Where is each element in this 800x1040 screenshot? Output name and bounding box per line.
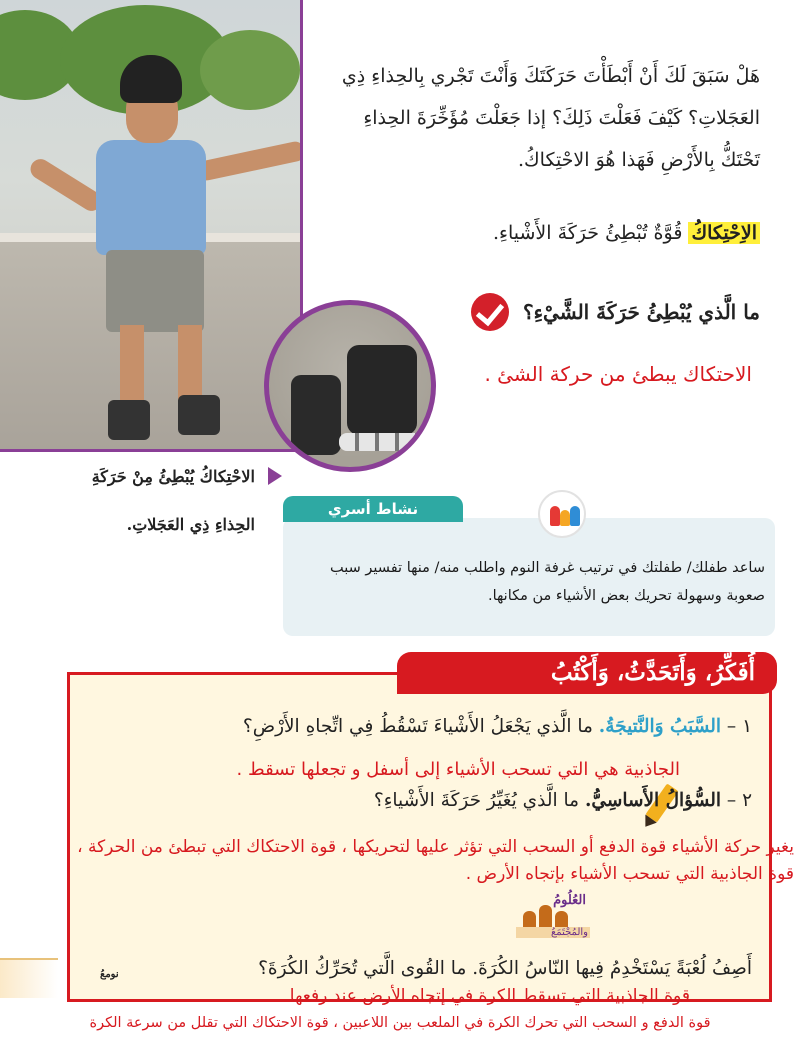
check-question bbox=[471, 293, 760, 331]
definition-text: قُوَّةٌ تُبْطِئُ حَرَكَةَ الأَشْياءِ. bbox=[493, 222, 689, 244]
checkmark-icon bbox=[471, 293, 509, 331]
question-2-answer[interactable]: يغير حركة الأشياء قوة الدفع أو السحب التي تؤثر عليها لتحريكها ، قوة الاحتكاك التي تبطئ من الحركة ، قوة الجاذبية التي تسحب الأشياء بإتجاه الأرض . bbox=[77, 837, 794, 884]
friction-definition bbox=[493, 222, 760, 244]
question-2-text: ما الَّذي يُغَيِّرُ حَرَكَةَ الأَشْياءِ؟ bbox=[373, 790, 585, 811]
question-1-answer[interactable]: الجاذبية هي التي تسحب الأشياء إلى أسفل و تجعلها تسقط . bbox=[236, 759, 680, 780]
science-society-label: العُلُومُ bbox=[553, 893, 586, 908]
question-3: أَصِفُ لُعْبَةً يَسْتَخْدِمُ فِيها النّاسُ الكُرَةَ. ما القُوى الَّتي تُحَرِّكُ الكُرَةَ؟ bbox=[258, 958, 752, 979]
science-society-sublabel: والمُجْتَمَعُ bbox=[516, 927, 590, 938]
check-question-answer[interactable]: الاحتكاك يبطئ من حركة الشئ . bbox=[484, 362, 752, 386]
question-2 bbox=[374, 790, 752, 811]
definition-term: الاِحْتِكاكُ bbox=[688, 222, 760, 244]
question-1 bbox=[243, 716, 752, 737]
question-1-number: ١ – bbox=[726, 716, 752, 737]
family-activity-tab: نشاط أسري bbox=[283, 496, 463, 522]
think-write-title: أُفَكِّرُ، وَأَتَحَدَّثُ، وَأَكْتُبُ bbox=[397, 652, 777, 694]
question-2-label: السُّؤالُ الأَساسِيُّ. bbox=[584, 790, 722, 811]
intro-paragraph: هَلْ سَبَقَ لَكَ أَنْ أَبْطَأْتَ حَرَكَتَكَ وَأَنْتَ تَجْري بِالحِذاءِ ذِي العَجَلاتِ؟ كَيْفَ فَعَلْتَ ذَلِكَ؟ إذا جَعَلْتَ مُؤَخِّرَةَ الحِذاءِ تَحْتَكُّ بِالأَرْضِ فَهَذا هُوَ الاحْتِكاكُ. bbox=[341, 65, 760, 171]
skater-photo bbox=[0, 0, 303, 452]
question-3-answer-1[interactable]: قوة الجاذبية التي تسقط الكرة في إتجاه الأرض عند رفعها bbox=[289, 986, 690, 1006]
check-question-text: ما الَّذي يُبْطِئُ حَرَكَةَ الشَّيْءِ؟ bbox=[523, 300, 760, 324]
question-2-number: ٢ – bbox=[726, 790, 752, 811]
photo-caption-line2: الحِذاءِ ذِي العَجَلاتِ. bbox=[126, 515, 255, 534]
question-3-tag: نومعُ bbox=[100, 969, 119, 980]
question-1-text: ما الَّذي يَجْعَلُ الأَشْياءَ تَسْقُطُ فِي اتِّجاهِ الأَرْضِ؟ bbox=[242, 716, 599, 737]
question-3-answer-2[interactable]: قوة الدفع و السحب التي تحرك الكرة في الملعب بين اللاعبين ، قوة الاحتكاك التي تقلل من سرعة الكرة bbox=[89, 1015, 711, 1031]
caption-arrow-icon bbox=[268, 467, 282, 485]
side-decoration bbox=[0, 958, 58, 998]
skate-closeup-photo bbox=[264, 300, 436, 472]
question-1-label: السَّبَبُ وَالنَّتيجَةُ. bbox=[598, 716, 722, 737]
photo-caption-line1: الاحْتِكاكُ يُبْطِئُ مِنْ حَرَكَةِ bbox=[91, 467, 255, 486]
family-activity-text: ساعد طفلك/ طفلتك في ترتيب غرفة النوم واطلب منه/ منها تفسير سبب صعوبة وسهولة تحريك بعض الأشياء من مكانها. bbox=[330, 560, 765, 604]
family-icon bbox=[538, 490, 586, 538]
